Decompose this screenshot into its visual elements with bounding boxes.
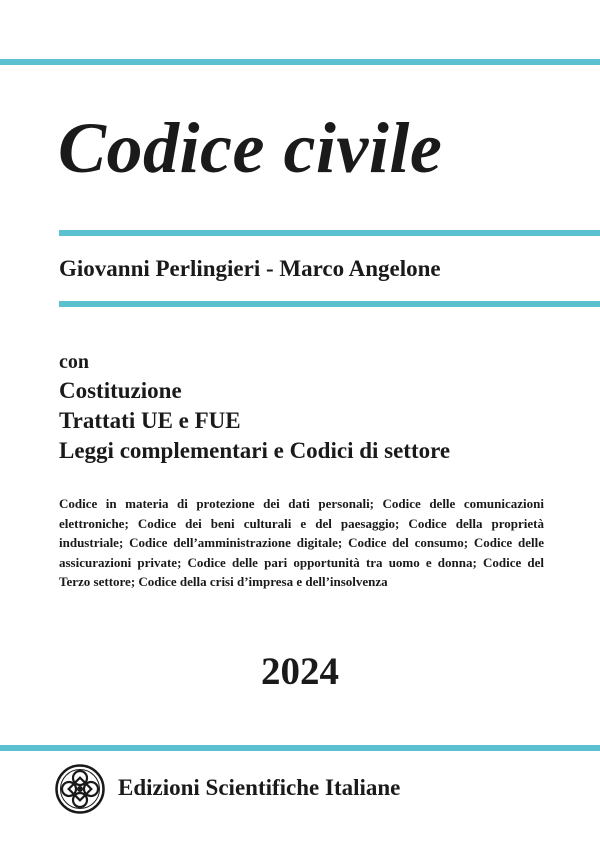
included-works-list xyxy=(59,376,450,466)
con-label: con xyxy=(59,351,89,373)
book-title: Codice civile xyxy=(58,108,443,188)
top-accent-rule xyxy=(0,59,600,65)
edition-year: 2024 xyxy=(261,650,339,693)
included-work-item: Costituzione xyxy=(59,378,182,403)
authors-divider-rule xyxy=(59,301,600,307)
sector-codes-paragraph: Codice in materia di protezione dei dati personali; Codice delle comunicazioni elettroniche; Codice dei beni culturali e del paesaggio; Codice della proprietà industriale; Codice dell’amministrazione digitale; Codice del consumo; Codice delle assicurazioni private; Codice delle pari opportunità tra uomo e donna; Codice del Terzo settore; Codice della crisi d’impresa e dell’insolvenza xyxy=(59,496,544,589)
title-divider-rule xyxy=(59,230,600,236)
included-work-item: Leggi complementari e Codici di settore xyxy=(59,438,451,463)
authors-line: Giovanni Perlingieri - Marco Angelone xyxy=(59,256,441,281)
publisher-name: Edizioni Scientifiche Italiane xyxy=(118,775,401,800)
bottom-accent-rule xyxy=(0,745,600,751)
ornamental-knot-seal-icon xyxy=(55,764,105,814)
included-work-item: Trattati UE e FUE xyxy=(59,408,241,433)
